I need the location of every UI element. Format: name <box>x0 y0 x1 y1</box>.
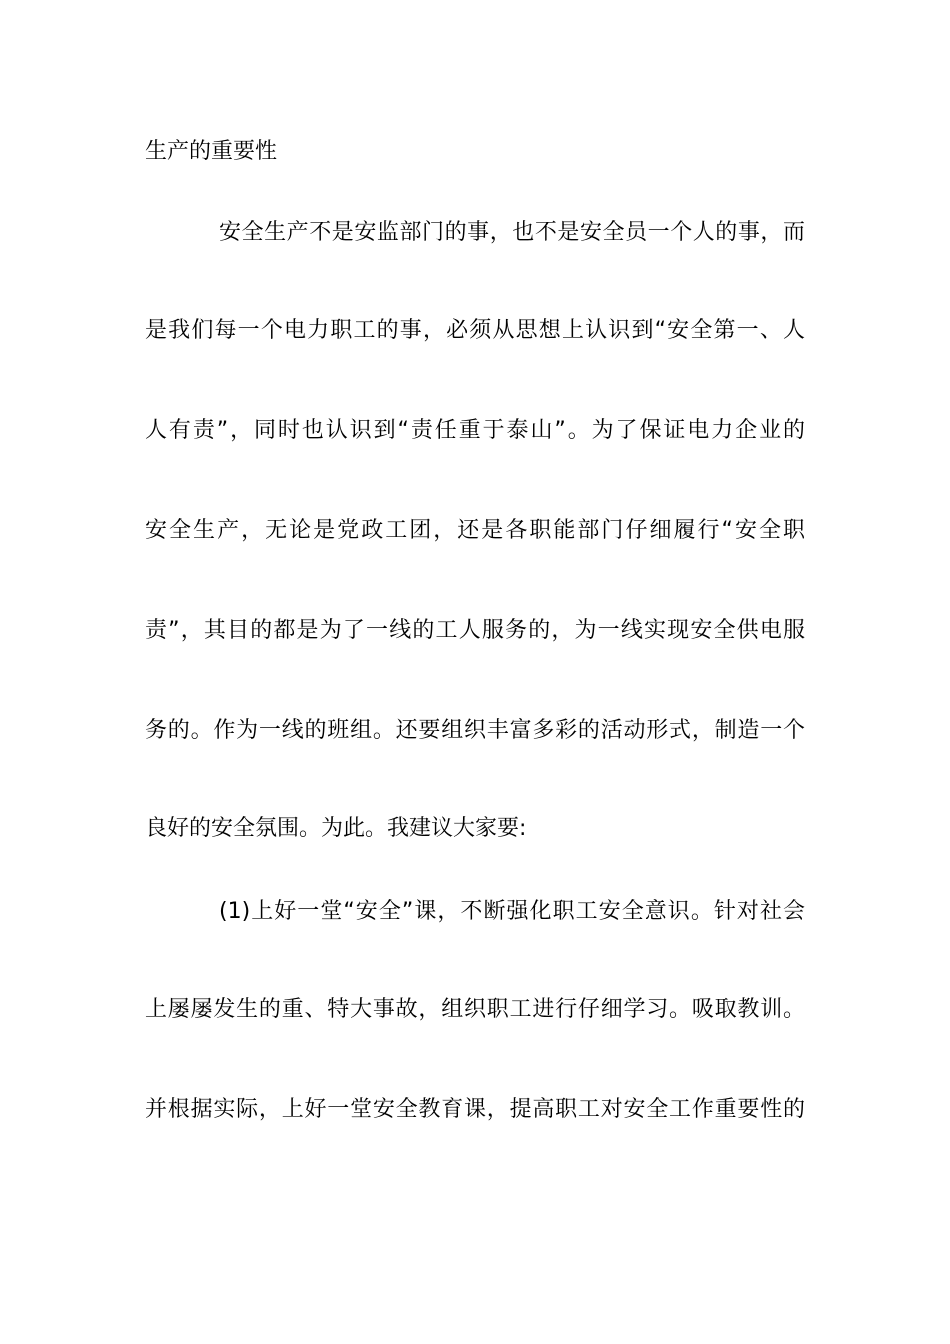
text-line: 生产的重要性 <box>145 139 278 164</box>
text-line: 上屡屡发生的重、特大事故，组织职工进行仔细学习。吸取教训。 <box>145 997 805 1022</box>
paragraph-first-line: 安全生产不是安监部门的事，也不是安全员一个人的事，而 <box>219 220 805 245</box>
text-line: 是我们每一个电力职工的事，必须从思想上认识到“安全第一、人 <box>145 318 805 343</box>
text-line: 良好的安全氛围。为此。我建议大家要: <box>145 816 527 841</box>
text-line: 安全生产，无论是党政工团，还是各职能部门仔细履行“安全职 <box>145 518 805 543</box>
text-line: 人有责”，同时也认识到“责任重于泰山”。为了保证电力企业的 <box>145 418 805 443</box>
text-line: 责”，其目的都是为了一线的工人服务的，为一线实现安全供电服 <box>145 618 805 643</box>
paragraph-first-line: (1)上好一堂“安全”课，不断强化职工安全意识。针对社会 <box>219 899 805 924</box>
text-line: 务的。作为一线的班组。还要组织丰富多彩的活动形式，制造一个 <box>145 718 805 743</box>
text-line: 并根据实际，上好一堂安全教育课，提高职工对安全工作重要性的 <box>145 1097 805 1122</box>
